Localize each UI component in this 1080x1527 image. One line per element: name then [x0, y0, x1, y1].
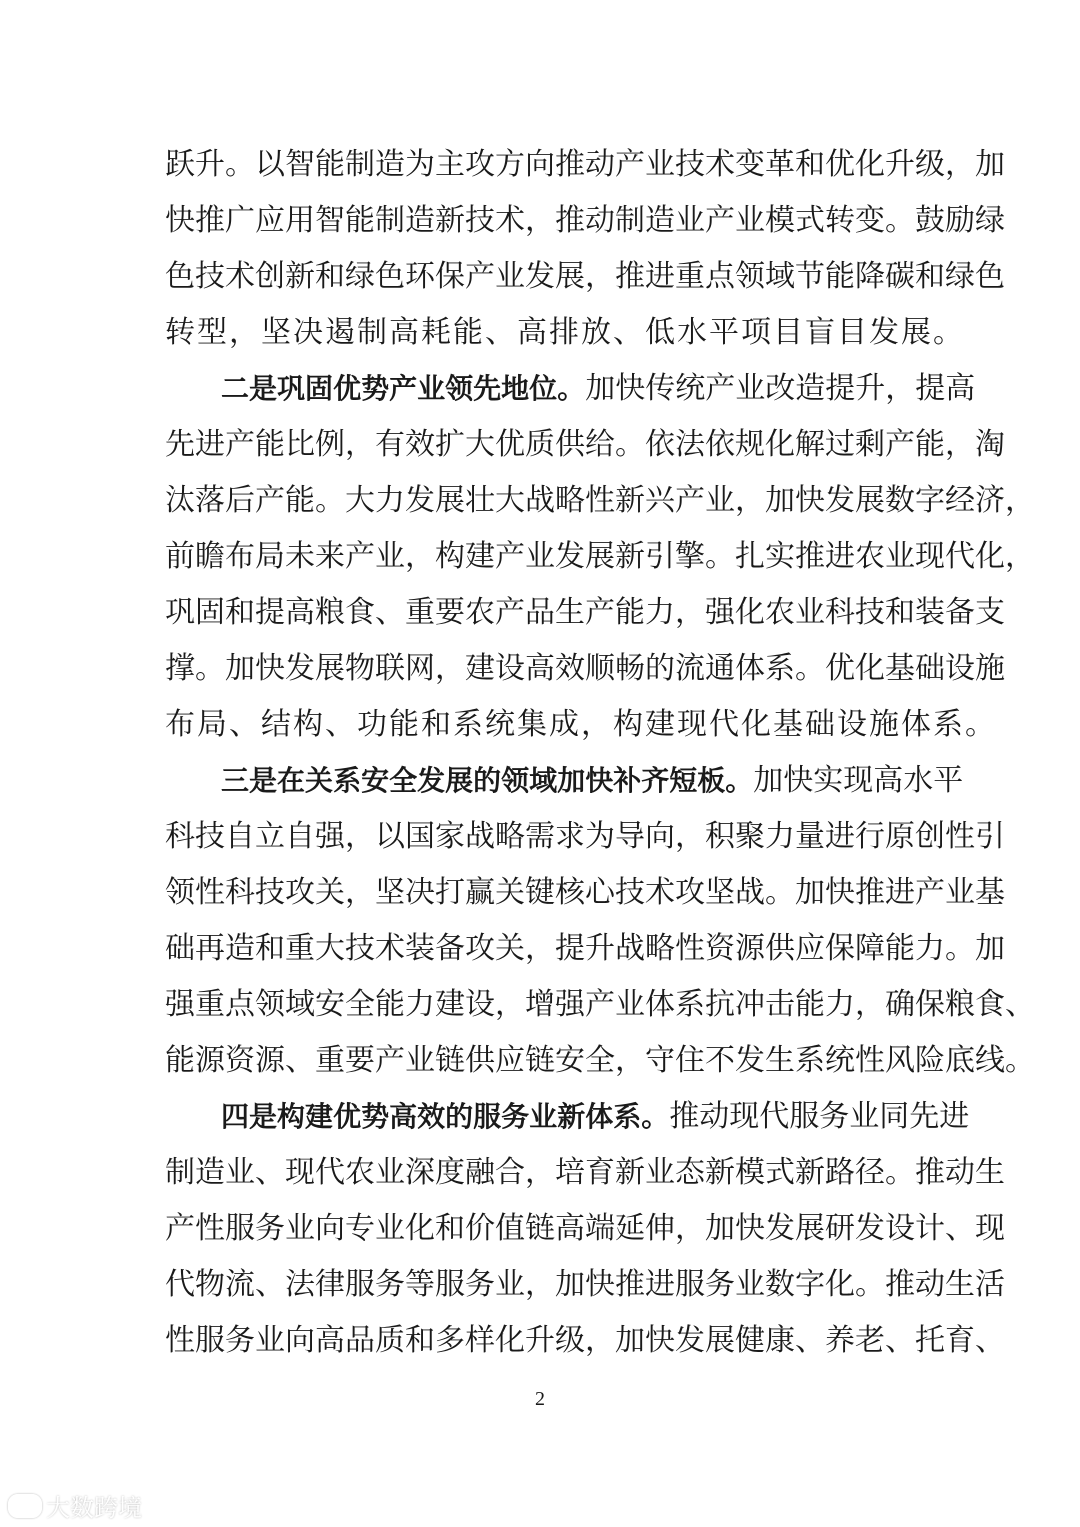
- text-line: 制 造 业 、 现 代 农 业 深 度 融 合 ， 培 育 新 业 态 新 模 式 新 路 径 。 推 动 生: [165, 1155, 1005, 1190]
- text-line: 前 瞻 布 局 未 来 产 业 ， 构 建 产 业 发 展 新 引 擎 。 扎 实 推 进 农 业 现 代 化 ，: [165, 539, 1035, 574]
- paragraph: [165, 753, 1035, 1089]
- watermark-text: 大数跨境: [46, 1494, 142, 1522]
- text-line: 四 是 构 建 优 势 高 效 的 服 务 业 新 体 系 。 推 动 现 代 服 务 业 同 先 进: [221, 1099, 970, 1134]
- text-line: 二 是 巩 固 优 势 产 业 领 先 地 位 。 加 快 传 统 产 业 改 造 提 升 ， 提 高: [221, 371, 976, 406]
- text-line: 科 技 自 立 自 强 ， 以 国 家 战 略 需 求 为 导 向 ， 积 聚 力 量 进 行 原 创 性 引: [165, 819, 1005, 854]
- text-line: 础 再 造 和 重 大 技 术 装 备 攻 关 ， 提 升 战 略 性 资 源 供 应 保 障 能 力 。 加: [165, 931, 1005, 966]
- text-line: 转 型 ， 坚 决 遏 制 高 耗 能 、 高 排 放 、 低 水 平 项 目 盲 目 发 展 。: [165, 315, 965, 350]
- text-line: 代 物 流 、 法 律 服 务 等 服 务 业 ， 加 快 推 进 服 务 业 数 字 化 。 推 动 生 活: [165, 1267, 1005, 1302]
- paragraph: [165, 361, 1035, 753]
- text-line: 汰 落 后 产 能 。 大 力 发 展 壮 大 战 略 性 新 兴 产 业 ， 加 快 发 展 数 字 经 济 ，: [165, 483, 1035, 518]
- text-line: 色 技 术 创 新 和 绿 色 环 保 产 业 发 展 ， 推 进 重 点 领 域 节 能 降 碳 和 绿 色: [165, 259, 1005, 294]
- text-line: 性 服 务 业 向 高 品 质 和 多 样 化 升 级 ， 加 快 发 展 健 康 、 养 老 、 托 育 、: [165, 1323, 1005, 1358]
- text-line: 跃 升 。 以 智 能 制 造 为 主 攻 方 向 推 动 产 业 技 术 变 革 和 优 化 升 级 ， 加: [165, 147, 1005, 182]
- text-line: 能 源 资 源 、 重 要 产 业 链 供 应 链 安 全 ， 守 住 不 发 生 系 统 性 风 险 底 线 。: [165, 1043, 1035, 1078]
- text-line: 撑 。 加 快 发 展 物 联 网 ， 建 设 高 效 顺 畅 的 流 通 体 系 。 优 化 基 础 设 施: [165, 651, 1005, 686]
- watermark: [8, 1488, 142, 1523]
- paragraph: [165, 1089, 1005, 1369]
- text-line: 快 推 广 应 用 智 能 制 造 新 技 术 ， 推 动 制 造 业 产 业 模 式 转 变 。 鼓 励 绿: [165, 203, 1005, 238]
- text-line: 巩 固 和 提 高 粮 食 、 重 要 农 产 品 生 产 能 力 ， 强 化 农 业 科 技 和 装 备 支: [165, 595, 1005, 630]
- text-line: 强 重 点 领 域 安 全 能 力 建 设 ， 增 强 产 业 体 系 抗 冲 击 能 力 ， 确 保 粮 食 、: [165, 987, 1035, 1022]
- text-line: 布 局 、 结 构 、 功 能 和 系 统 集 成 ， 构 建 现 代 化 基 础 设 施 体 系 。: [165, 707, 997, 742]
- logo-icon: [8, 1494, 42, 1518]
- text-line: 先 进 产 能 比 例 ， 有 效 扩 大 优 质 供 给 。 依 法 依 规 化 解 过 剩 产 能 ， 淘: [165, 427, 1005, 462]
- text-line: 三 是 在 关 系 安 全 发 展 的 领 域 加 快 补 齐 短 板 。 加 快 实 现 高 水 平: [221, 763, 964, 798]
- document-body: [165, 137, 1035, 1369]
- page-number: 2: [535, 1388, 545, 1410]
- text-line: 领 性 科 技 攻 关 ， 坚 决 打 赢 关 键 核 心 技 术 攻 坚 战 。 加 快 推 进 产 业 基: [165, 875, 1005, 910]
- paragraph: [165, 137, 1005, 361]
- text-line: 产 性 服 务 业 向 专 业 化 和 价 值 链 高 端 延 伸 ， 加 快 发 展 研 发 设 计 、 现: [165, 1211, 1005, 1246]
